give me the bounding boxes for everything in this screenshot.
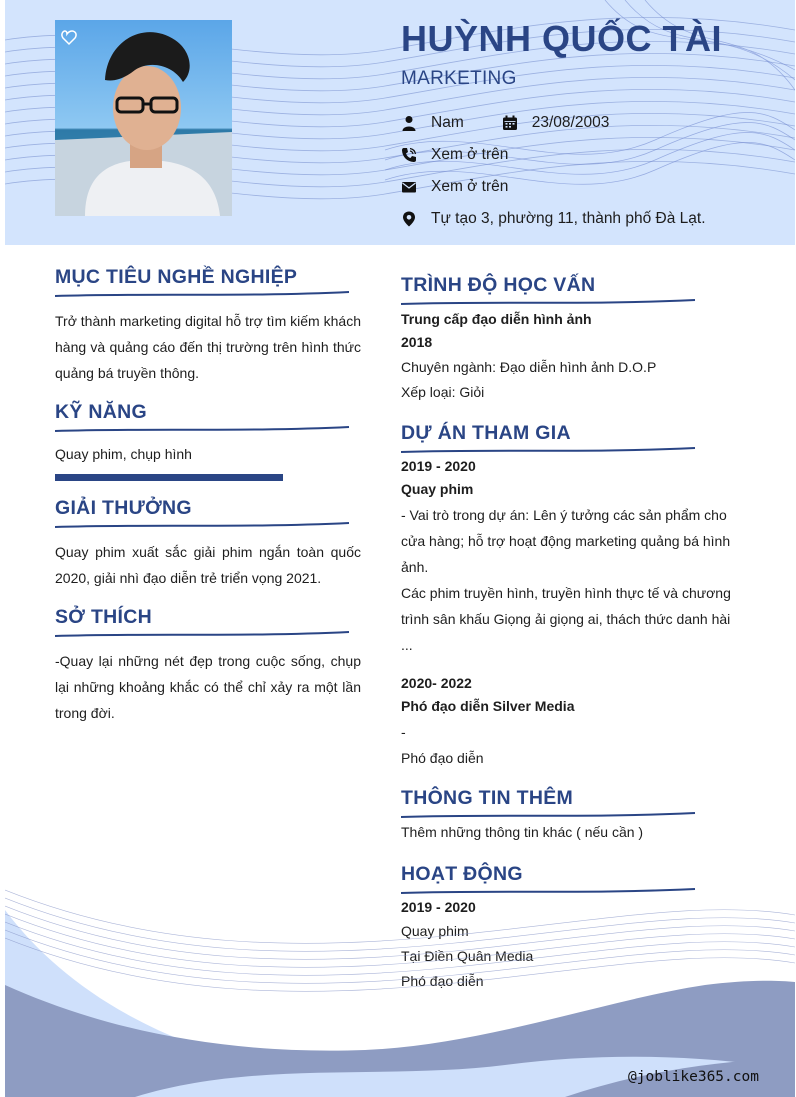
education-title: TRÌNH ĐỘ HỌC VẤN	[401, 274, 596, 296]
candidate-name: HUỲNH QUỐC TÀI	[401, 18, 722, 59]
education-major: Chuyên ngành: Đạo diễn hình ảnh D.O.P	[401, 359, 657, 375]
project-item	[401, 455, 731, 658]
cv-page	[5, 0, 795, 1097]
section-underline	[55, 426, 350, 434]
project-line: ...	[401, 637, 413, 653]
personal-info-row	[401, 112, 609, 134]
projects-section	[401, 421, 731, 771]
project-name: Quay phim	[401, 481, 474, 497]
phone-value: Xem ở trên	[431, 146, 509, 163]
project-line: trình sân khấu Giọng ải giọng ai, thách thức danh hài	[401, 611, 731, 627]
activity-period: 2019 - 2020	[401, 899, 476, 915]
section-underline	[401, 447, 696, 455]
skills-section	[55, 400, 361, 481]
awards-section	[55, 496, 361, 591]
project-period: 2019 - 2020	[401, 458, 476, 474]
location-pin-icon	[401, 211, 417, 227]
awards-title: GIẢI THƯỞNG	[55, 497, 192, 519]
phone-icon	[401, 147, 417, 163]
cv-header	[5, 0, 795, 245]
skills-title: KỸ NĂNG	[55, 401, 148, 423]
section-underline	[401, 812, 696, 820]
section-underline	[401, 299, 696, 307]
project-line: cửa hàng; hỗ trợ hoạt động marketing quảng bá hình	[401, 533, 731, 549]
phone-row	[401, 144, 508, 166]
email-value: Xem ở trên	[431, 178, 509, 195]
section-underline	[55, 291, 350, 299]
project-line: - Vai trò trong dự án: Lên ý tưởng các sản phẩm cho	[401, 507, 727, 523]
activity-role: Quay phim	[401, 923, 469, 939]
activities-title: HOẠT ĐỘNG	[401, 863, 523, 885]
project-line: Các phim truyền hình, truyền hình thực tế và chương	[401, 585, 731, 601]
candidate-position: MARKETING	[401, 68, 517, 89]
education-year: 2018	[401, 334, 433, 350]
footer-wave-decoration	[5, 880, 795, 1097]
gender-value: Nam	[431, 114, 464, 131]
project-name: Phó đạo diễn Silver Media	[401, 698, 575, 714]
footer-credit: @joblike365.com	[628, 1069, 759, 1085]
birthday-value: 23/08/2003	[531, 114, 610, 131]
education-section	[401, 273, 731, 405]
education-school: Trung cấp đạo diễn hình ảnh	[401, 311, 592, 327]
section-underline	[55, 522, 350, 530]
project-line: Phó đạo diễn	[401, 750, 484, 766]
project-description	[401, 719, 731, 771]
skill-name: Quay phim, chụp hình	[55, 446, 192, 462]
address-row	[401, 208, 706, 230]
activity-position: Phó đạo diễn	[401, 973, 484, 989]
extra-info-section	[401, 786, 731, 845]
awards-text: Quay phim xuất sắc giải phim ngắn toàn quốc 2020, giải nhì đạo diễn trẻ triển vọng 2021.	[55, 544, 361, 586]
skill-level-bar	[55, 474, 283, 481]
project-description	[401, 502, 731, 658]
hobbies-title: SỞ THÍCH	[55, 606, 153, 628]
email-row	[401, 176, 508, 198]
activity-org: Tại Điền Quân Media	[401, 948, 534, 964]
user-icon	[401, 115, 417, 131]
hobbies-section	[55, 605, 361, 726]
extra-info-title: THÔNG TIN THÊM	[401, 787, 574, 809]
profile-photo	[55, 20, 232, 216]
email-icon	[401, 179, 417, 195]
project-period: 2020- 2022	[401, 675, 472, 691]
calendar-icon	[502, 115, 518, 131]
projects-title: DỰ ÁN THAM GIA	[401, 422, 571, 444]
project-line: ảnh.	[401, 559, 429, 575]
project-item	[401, 672, 731, 771]
extra-info-text: Thêm những thông tin khác ( nếu cần )	[401, 824, 644, 840]
objective-text: Trở thành marketing digital hỗ trợ tìm kiếm khách hàng và quảng cáo đến thị trường trên hình thức quảng bá truyền thông.	[55, 313, 361, 381]
objective-title: MỤC TIÊU NGHỀ NGHIỆP	[55, 266, 298, 288]
education-grade: Xếp loại: Giỏi	[401, 384, 485, 400]
hobbies-text: -Quay lại những nét đẹp trong cuộc sống, chụp lại những khoảng khắc có thể chỉ xảy ra một lần trong đời.	[55, 653, 361, 721]
address-value: Tự tạo 3, phường 11, thành phố Đà Lạt.	[431, 210, 706, 227]
objective-section	[55, 265, 361, 386]
section-underline	[55, 631, 350, 639]
project-line: -	[401, 724, 406, 740]
